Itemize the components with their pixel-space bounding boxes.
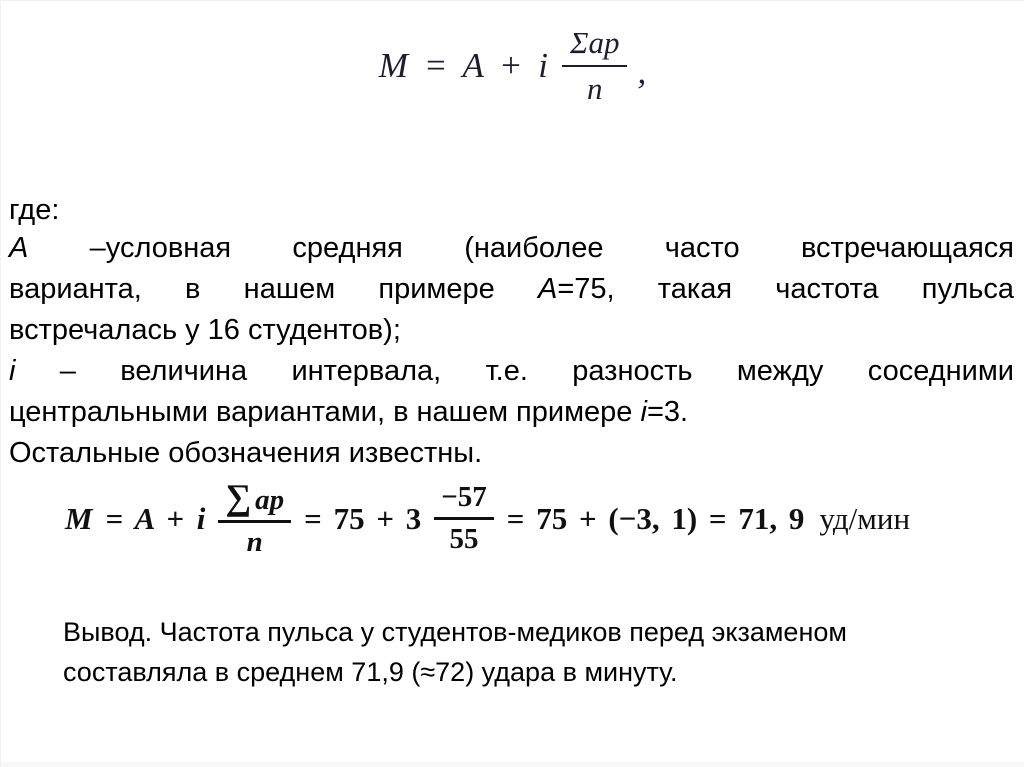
conclusion-line1: Вывод. Частота пульса у студентов-медиков перед экзаменом (63, 617, 847, 647)
where-label: где: (9, 194, 60, 226)
variable-i: i (640, 396, 647, 428)
result-step1: = 75 + 3 (304, 501, 422, 536)
definition-i-line2-text: =3. (646, 396, 689, 428)
intro-fraction-denominator: n (586, 70, 603, 106)
result-fraction-values-denominator: 55 (449, 523, 479, 555)
intro-formula-fraction (562, 25, 627, 106)
variable-a: А (537, 273, 558, 305)
definition-i-line1 (9, 351, 1014, 392)
result-unit: уд/мин (819, 501, 911, 536)
intro-formula (1, 25, 1024, 106)
definition-a-line2 (9, 269, 1014, 310)
definition-a-line3: встречалась у 16 студентов); (9, 314, 401, 346)
result-formula (65, 475, 910, 563)
definition-a-line2-pre: варианта, в нашем примере (9, 273, 538, 305)
result-fraction-sum (218, 479, 291, 559)
result-step2: = 75 + (−3, 1) = 71, 9 (506, 501, 805, 536)
variable-i: i (9, 355, 16, 387)
definition-i-line1-text: – величина интервала, т.е. разность между соседними (15, 355, 1014, 387)
conclusion-block (63, 612, 847, 692)
result-fraction-values (434, 482, 494, 556)
result-fraction-sum-numerator (218, 479, 291, 523)
intro-formula-lhs: M = A + i (378, 45, 549, 85)
definitions-block (9, 193, 1014, 474)
slide-bottom-edge (1, 762, 1024, 767)
sum-icon: ∑ (225, 477, 252, 518)
definition-i-line2-pre: центральными вариантами, в нашем примере (9, 396, 641, 428)
conclusion-line2: составляла в среднем 71,9 (≈72) удара в минуту. (63, 657, 678, 687)
definition-a-line2-text: =75, такая частота пульса (557, 273, 1014, 305)
variable-a: А (9, 232, 29, 264)
other-notation-line: Остальные обозначения известны. (9, 437, 483, 469)
intro-formula-comma: , (637, 52, 647, 92)
result-formula-lhs: M = A + i (65, 501, 206, 536)
definition-a-line1-text: –условная средняя (наиболее часто встречающаяся (28, 232, 1014, 264)
intro-fraction-numerator: Σap (562, 25, 627, 67)
definition-i-line2 (9, 392, 1014, 433)
sum-variables: ap (255, 484, 285, 517)
result-fraction-sum-denominator: n (246, 526, 263, 558)
definition-a-line1 (9, 228, 1014, 269)
result-fraction-values-numerator: −57 (434, 482, 494, 520)
